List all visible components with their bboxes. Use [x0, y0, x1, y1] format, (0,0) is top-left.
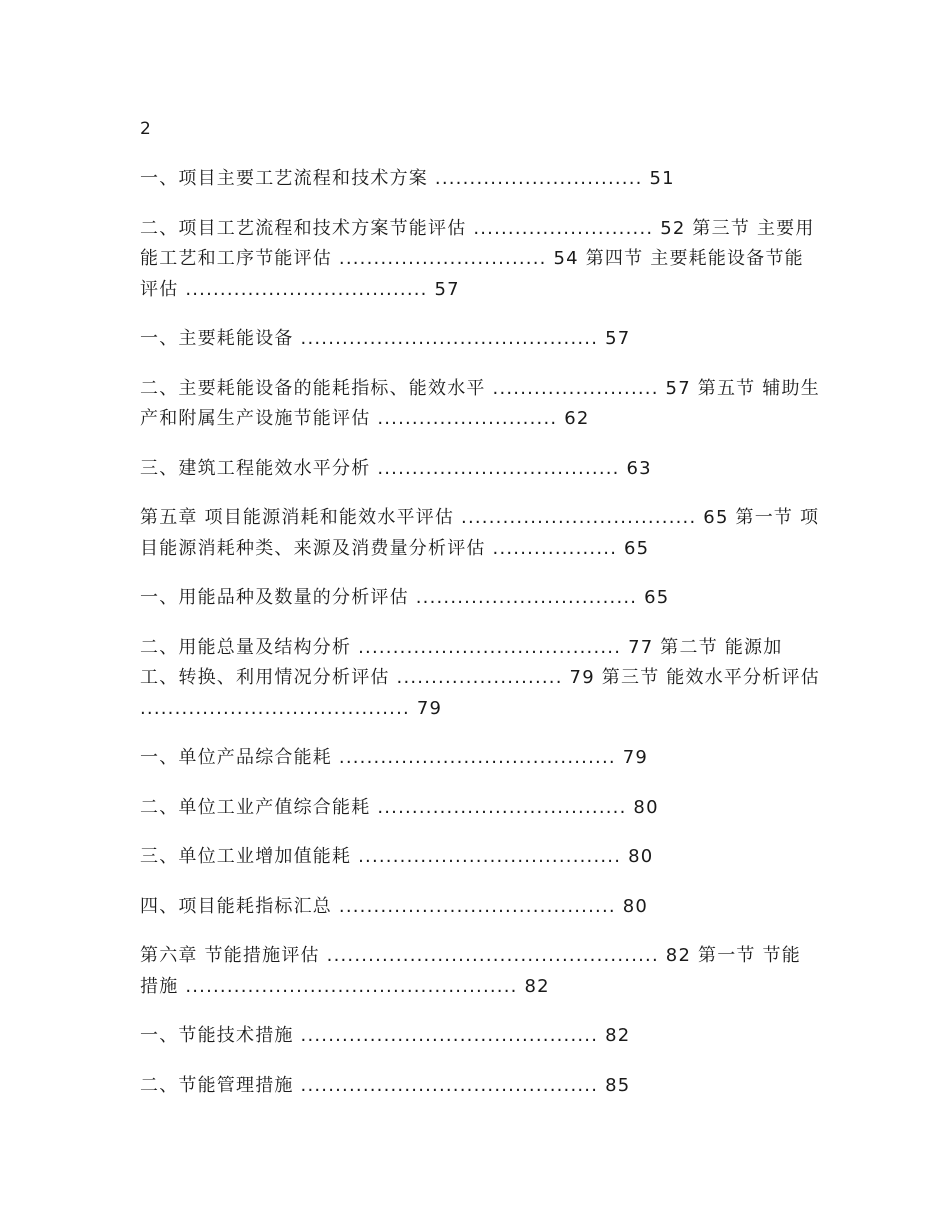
toc-entry[interactable]: 三、建筑工程能效水平分析 ................................... 63 [140, 457, 652, 479]
toc-entry[interactable]: 二、单位工业产值综合能耗 .................................... 80 [140, 796, 659, 818]
toc-entry[interactable]: 一、单位产品综合能耗 ........................................ 79 [140, 747, 649, 768]
toc-entry[interactable]: 四、项目能耗指标汇总 ........................................ 80 [140, 895, 649, 917]
toc-entry[interactable]: 第六章 节能措施评估 ................................................ 82 第一节 节能措施 ................................................ 82 [140, 945, 801, 997]
toc-entry[interactable]: 三、单位工业增加值能耗 ...................................... 80 [140, 846, 654, 867]
toc-entry[interactable]: 一、用能品种及数量的分析评估 ................................ 65 [140, 587, 670, 608]
table-of-contents [140, 164, 820, 1101]
toc-entry[interactable]: 一、主要耗能设备 ........................................... 57 [140, 328, 631, 349]
toc-entry[interactable]: 二、用能总量及结构分析 ...................................... 77 第二节 能源加工、转换、利用情况分析评估 ........................ 79 第三节 能效水平分析评估 ....................................... 79 [140, 636, 820, 719]
toc-entry[interactable]: 二、主要耗能设备的能耗指标、能效水平 ........................ 57 第五节 辅助生产和附属生产设施节能评估 .......................... 62 [140, 377, 820, 429]
toc-entry[interactable]: 一、节能技术措施 ........................................... 82 [140, 1025, 631, 1046]
document-page [140, 118, 820, 1120]
toc-entry[interactable]: 二、项目工艺流程和技术方案节能评估 .......................... 52 第三节 主要用能工艺和工序节能评估 .............................. 54 第四节 主要耗能设备节能评估 ................................... 57 [140, 217, 815, 300]
toc-entry[interactable]: 第五章 项目能源消耗和能效水平评估 .................................. 65 第一节 项目能源消耗种类、来源及消费量分析评估 .................. 65 [140, 507, 820, 559]
page-number: 2 [140, 119, 151, 139]
toc-entry[interactable]: 二、节能管理措施 ........................................... 85 [140, 1074, 631, 1096]
toc-entry[interactable]: 一、项目主要工艺流程和技术方案 .............................. 51 [140, 168, 675, 189]
